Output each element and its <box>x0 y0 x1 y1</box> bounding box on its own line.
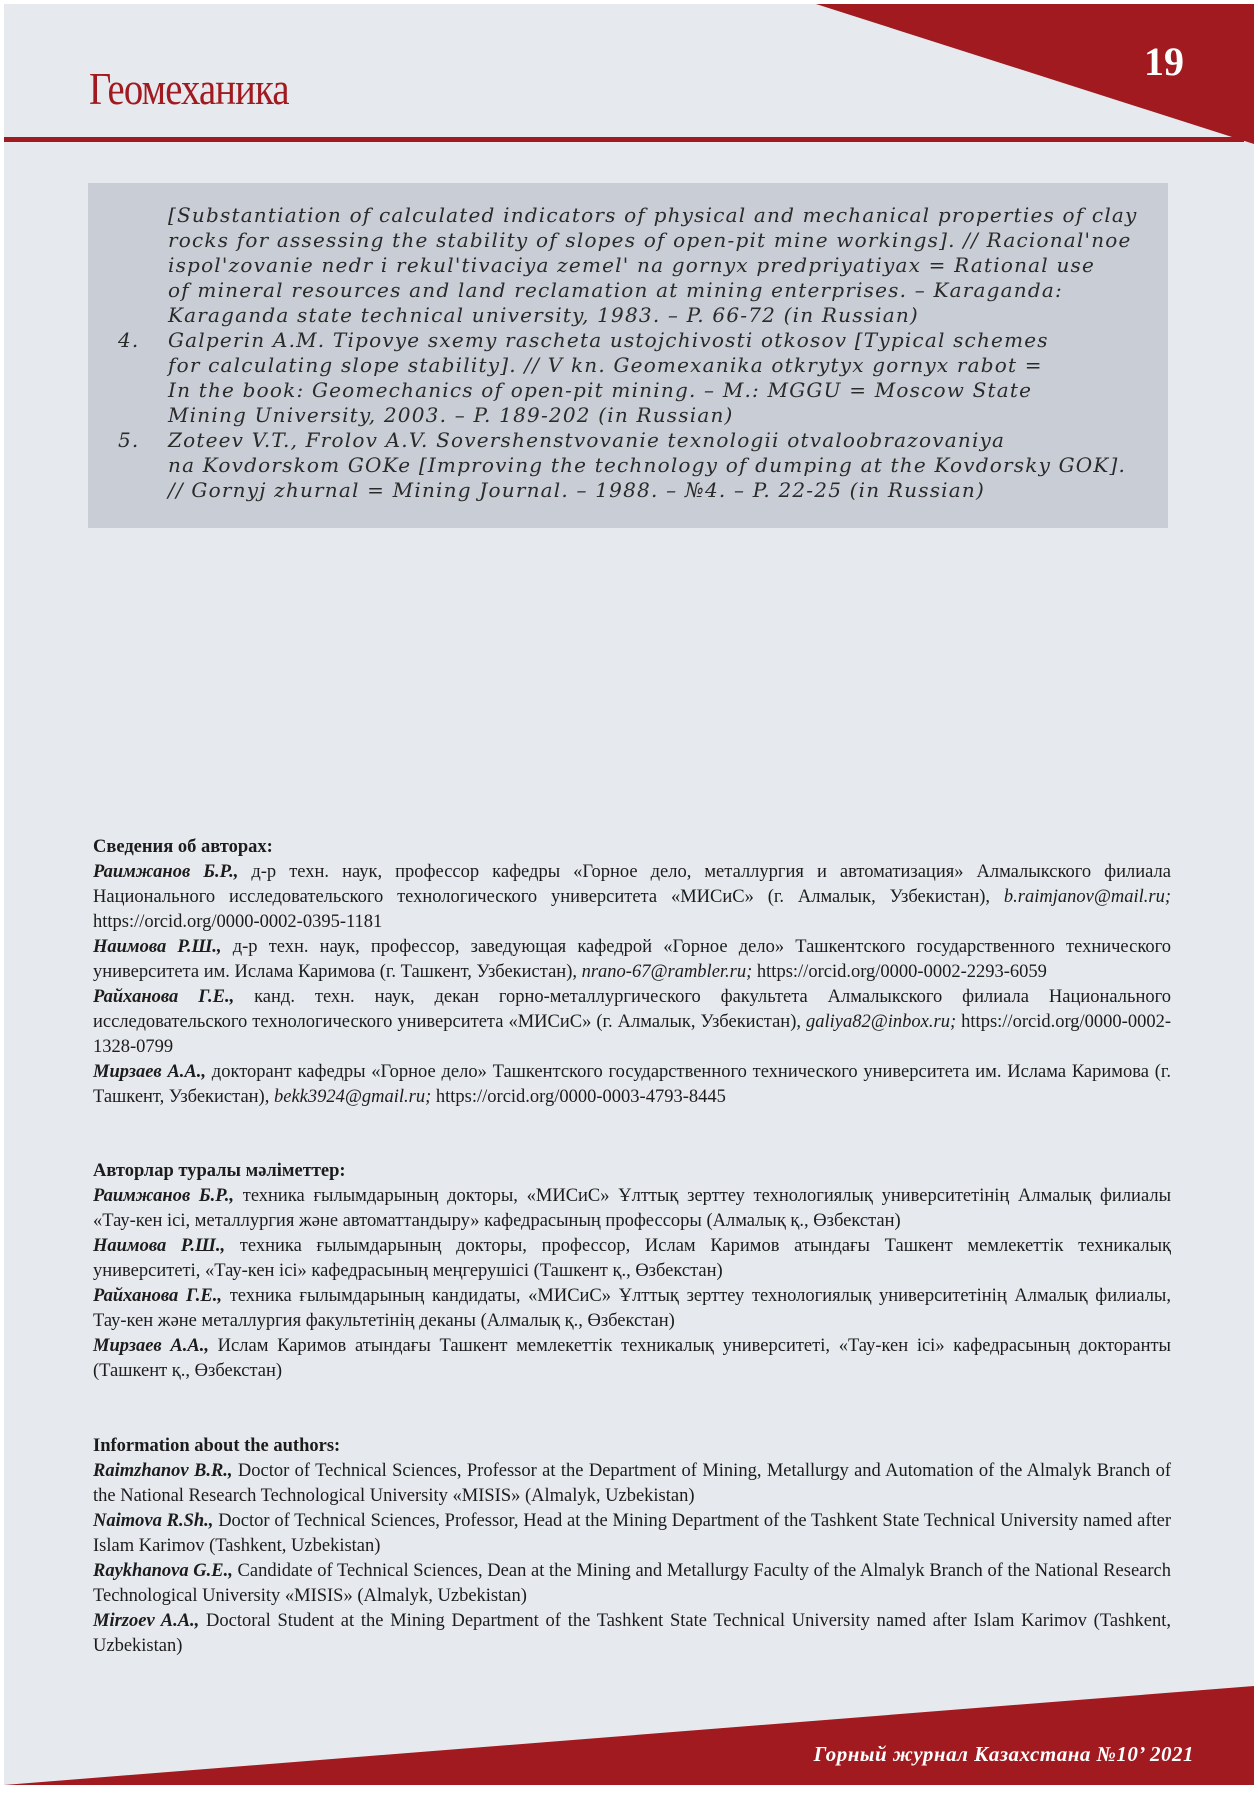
author-email[interactable]: bekk3924@gmail.ru; <box>273 1087 432 1107</box>
reference-item-3-continued <box>88 203 1168 328</box>
authors-info-ru <box>93 835 1171 1110</box>
section-title: Геомеханика <box>89 63 289 114</box>
author-entry <box>93 1509 1171 1559</box>
section-heading: Сведения об авторах: <box>93 837 273 857</box>
reference-line: for calculating slope stability]. // V kn. Geomexanika otkrytyx gornyx rabot = <box>168 353 1043 377</box>
reference-line: of mineral resources and land reclamation at mining enterprises. – Karaganda: <box>168 278 1063 302</box>
journal-page <box>4 4 1254 1785</box>
author-name: Раимжанов Б.Р., <box>93 1186 235 1206</box>
author-entry <box>93 860 1171 935</box>
authors-info-en <box>93 1434 1171 1659</box>
reference-line: Mining University, 2003. – P. 189-202 (in Russian) <box>168 403 734 427</box>
reference-line: rocks for assessing the stability of slopes of open-pit mine workings]. // Racional'noe <box>168 228 1132 252</box>
author-name: Naimova R.Sh., <box>93 1511 214 1531</box>
authors-info-kz <box>93 1159 1171 1384</box>
author-orcid[interactable]: https://orcid.org/0000-0002-0395-1181 <box>93 912 383 932</box>
author-name: Мирзаев А.А., <box>93 1062 207 1082</box>
page-number: 19 <box>1144 39 1184 84</box>
section-heading: Авторлар туралы мәліметтер: <box>93 1161 346 1181</box>
author-name: Raykhanova G.E., <box>93 1561 233 1581</box>
author-name: Наимова Р.Ш., <box>93 1236 226 1256</box>
author-orcid[interactable]: https://orcid.org/0000-0002-2293-6059 <box>752 962 1047 982</box>
author-name: Мирзаев А.А., <box>93 1336 209 1356</box>
author-name: Raimzhanov B.R., <box>93 1461 233 1481</box>
author-entry <box>93 1334 1171 1384</box>
author-orcid[interactable]: https://orcid.org/0000-0003-4793-8445 <box>431 1087 726 1107</box>
journal-name: Горный журнал Казахстана №10’ 2021 <box>813 1742 1194 1766</box>
author-description: докторант кафедры «Горное дело» Ташкентского государственного технического университета им. Ислама Каримова (г. Ташкент, Узбекистан), <box>93 1062 1171 1107</box>
references-box <box>88 183 1168 528</box>
author-description: Doctoral Student at the Mining Department of the Tashkent State Technical University named after Islam Karimov (Tashkent, Uzbekistan) <box>93 1611 1171 1656</box>
author-email[interactable]: galiya82@inbox.ru; <box>806 1012 957 1032</box>
reference-number: 4. <box>118 328 140 352</box>
author-entry <box>93 1060 1171 1110</box>
author-email[interactable]: nrano-67@rambler.ru; <box>581 962 753 982</box>
author-entry <box>93 1459 1171 1509</box>
reference-line: Zoteev V.T., Frolov A.V. Sovershenstvovanie texnologii otvaloobrazovaniya <box>168 428 1006 452</box>
author-name: Райханова Г.Е., <box>93 1286 222 1306</box>
reference-number: 5. <box>118 428 140 452</box>
author-entry <box>93 1184 1171 1234</box>
author-description: техника ғылымдарының докторы, профессор, Ислам Каримов атындағы Ташкент мемлекеттік техникалық университеті, «Тау-кен ісі» кафедрасының меңгерушісі (Ташкент қ., Өзбекстан) <box>93 1236 1171 1281</box>
reference-item-4 <box>88 328 1168 428</box>
author-description: Doctor of Technical Sciences, Professor, Head at the Mining Department of the Tashkent State Technical University named after Islam Karimov (Tashkent, Uzbekistan) <box>93 1511 1171 1556</box>
reference-line: In the book: Geomechanics of open-pit mining. – M.: MGGU = Moscow State <box>168 378 1033 402</box>
author-description: д-р техн. наук, профессор, заведующая кафедрой «Горное дело» Ташкентского государственного технического университета им. Ислама Каримова (г. Ташкент, Узбекистан), <box>93 937 1171 982</box>
reference-item-5 <box>88 428 1168 503</box>
section-heading: Information about the authors: <box>93 1436 341 1456</box>
reference-line: Galperin A.M. Tipovye sxemy rascheta ustojchivosti otkosov [Typical schemes <box>168 328 1049 352</box>
reference-line: Karaganda state technical university, 1983. – P. 66-72 (in Russian) <box>168 303 919 327</box>
author-description: техника ғылымдарының кандидаты, «МИСиС» Ұлттық зерттеу технологиялық университетінің Алмалық филиалы, Тау-кен және металлургия факультетінің деканы (Алмалық қ., Өзбекстан) <box>93 1286 1171 1331</box>
author-description: Doctor of Technical Sciences, Professor at the Department of Mining, Metallurgy and Automation of the Almalyk Branch of the National Research Technological University «MISIS» (Almalyk, Uzbekistan) <box>93 1461 1171 1506</box>
footer-band <box>4 1686 1254 1785</box>
author-email[interactable]: b.raimjanov@mail.ru; <box>1003 887 1171 907</box>
author-entry <box>93 1609 1171 1659</box>
reference-line: ispol'zovanie nedr i rekul'tivaciya zemel' na gornyx predpriyatiyax = Rational use <box>168 253 1096 277</box>
author-orcid[interactable]: https://orcid.org/0000-0002-1328-0799 <box>93 1012 1171 1057</box>
author-description: техника ғылымдарының докторы, «МИСиС» Ұлттық зерттеу технологиялық университетінің Алмалық филиалы «Тау-кен ісі, металлургия және автоматтандыру» кафедрасының профессоры (Алмалық қ., Өзбекстан) <box>93 1186 1171 1231</box>
reference-line: [Substantiation of calculated indicators of physical and mechanical properties of clay <box>168 203 1138 227</box>
author-description: д-р техн. наук, профессор кафедры «Горное дело, металлургия и автоматизация» Алмалыкского филиала Национального исследовательского технологического университета «МИСиС» (г. Алмалык, Узбекистан), <box>93 862 1171 907</box>
reference-line: // Gornyj zhurnal = Mining Journal. – 1988. – №4. – P. 22-25 (in Russian) <box>168 478 985 502</box>
author-entry <box>93 985 1171 1060</box>
author-entry <box>93 1284 1171 1334</box>
author-name: Раимжанов Б.Р., <box>93 862 239 882</box>
header-rule <box>4 137 1244 142</box>
author-name: Наимова Р.Ш., <box>93 937 222 957</box>
author-name: Райханова Г.Е., <box>93 987 235 1007</box>
author-description: канд. техн. наук, декан горно-металлургического факультета Алмалыкского филиала Национального исследовательского технологического университета «МИСиС» (г. Алмалык, Узбекистан), <box>93 987 1171 1032</box>
author-description: Candidate of Technical Sciences, Dean at the Mining and Metallurgy Faculty of the Almalyk Branch of the National Research Technological University «MISIS» (Almalyk, Uzbekistan) <box>93 1561 1171 1606</box>
author-name: Mirzoev A.A., <box>93 1611 200 1631</box>
reference-line: na Kovdorskom GOKe [Improving the technology of dumping at the Kovdorsky GOK]. <box>168 453 1127 477</box>
author-entry <box>93 1234 1171 1284</box>
author-entry <box>93 1559 1171 1609</box>
author-entry <box>93 935 1171 985</box>
author-description: Ислам Каримов атындағы Ташкент мемлекеттік техникалық университеті, «Тау-кен ісі» кафедрасының докторанты (Ташкент қ., Өзбекстан) <box>93 1336 1171 1381</box>
